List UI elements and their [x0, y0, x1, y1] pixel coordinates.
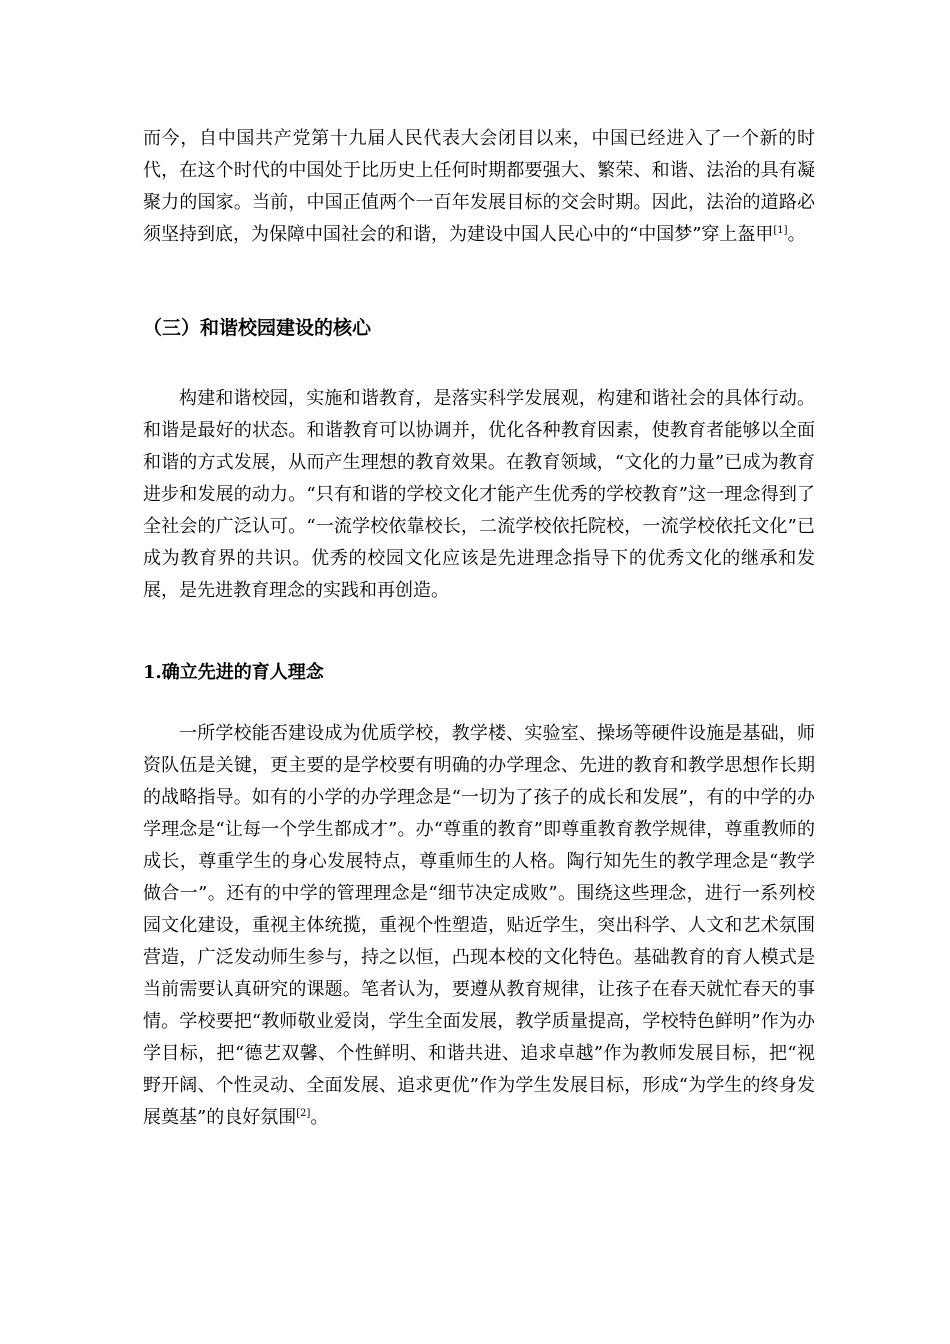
subheading-education-philosophy: 1.确立先进的育人理念	[143, 662, 324, 683]
paragraph-harmonious-campus	[143, 383, 815, 607]
paragraph-intro	[143, 123, 815, 251]
citation-1: [1]	[773, 225, 788, 236]
paragraph-harmonious-campus-text: 构建和谐校园，实施和谐教育，是落实科学发展观，构建和谐社会的具体行动。和谐是最好的状态。和谐教育可以协调并，优化各种教育因素，使教育者能够以全面和谐的方式发展，从而产生理想的教育效果。在教育领域，“文化的力量”已成为教育进步和发展的动力。“只有和谐的学校文化才能产生优秀的学校教育”这一理念得到了全社会的广泛认可。“一流学校依靠校长，二流学校依托院校，一流学校依托文化”已成为教育界的共识。优秀的校园文化应该是先进理念指导下的优秀文化的继承和发展，是先进教育理念的实践和再创造。	[143, 388, 815, 601]
section-heading-harmonious-campus-core: （三）和谐校园建设的核心	[143, 317, 372, 339]
paragraph-intro-text: 而今，自中国共产党第十九届人民代表大会闭目以来，中国已经进入了一个新的时代，在这个时代的中国处于比历史上任何时期都要强大、繁荣、和谐、法治的具有凝聚力的国家。当前，中国正值两个一百年发展目标的交会时期。因此，法治的道路必须坚持到底，为保障中国社会的和谐，为建设中国人民心中的“中国梦”穿上盔甲	[143, 128, 815, 245]
paragraph-education-philosophy-end: 。	[310, 1107, 329, 1128]
paragraph-education-philosophy	[143, 718, 815, 1134]
paragraph-education-philosophy-text: 一所学校能否建设成为优质学校，教学楼、实验室、操场等硬件设施是基础，师资队伍是关键，更主要的是学校要有明确的办学理念、先进的教育和教学思想作长期的战略指导。如有的小学的办学理念是“一切为了孩子的成长和发展”，有的中学的办学理念是“让每一个学生都成才”。办“尊重的教育”即尊重教育教学规律，尊重教师的成长，尊重学生的身心发展特点，尊重师生的人格。陶行知先生的教学理念是“教学做合一”。还有的中学的管理理念是“细节决定成败”。围绕这些理念，进行一系列校园文化建设，重视主体统揽，重视个性塑造，贴近学生，突出科学、人文和艺术氛围营造，广泛发动师生参与，持之以恒，凸现本校的文化特色。基础教育的育人模式是当前需要认真研究的课题。笔者认为，要遵从教育规律，让孩子在春天就忙春天的事情。学校要把“教师敬业爱岗，学生全面发展，教学质量提高，学校特色鲜明”作为办学目标，把“德艺双馨、个性鲜明、和谐共进、追求卓越”作为教师发展目标，把“视野开阔、个性灵动、全面发展、追求更优”作为学生发展目标，形成“为学生的终身发展奠基”的良好氛围	[143, 723, 815, 1128]
paragraph-intro-end: 。	[787, 224, 806, 245]
citation-2: [2]	[296, 1108, 311, 1119]
